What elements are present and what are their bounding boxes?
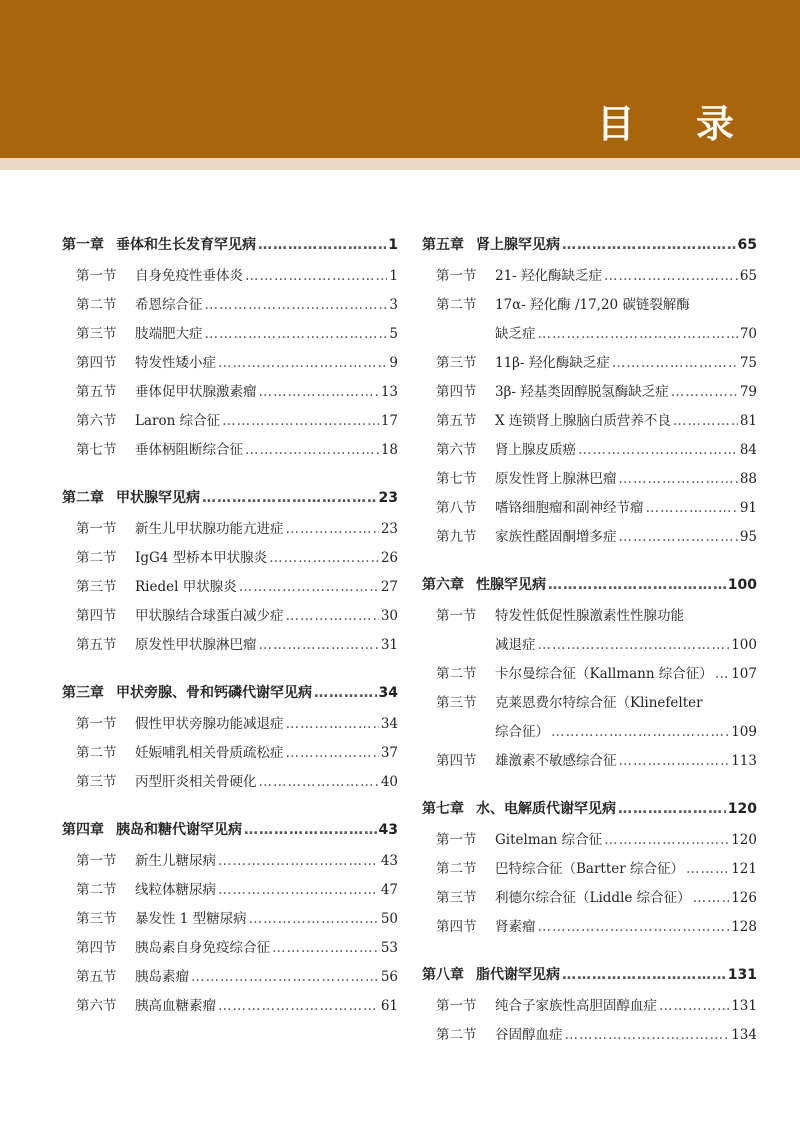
- chapter-title: 甲状旁腺、骨和钙磷代谢罕见病: [116, 685, 312, 701]
- chapter-number: 第二章: [62, 490, 104, 506]
- section-continuation-line: [422, 322, 757, 351]
- toc-section-entry[interactable]: [62, 741, 398, 770]
- section-first-line: [422, 293, 757, 322]
- dot-leader: [286, 745, 379, 761]
- section-number: 第八节: [436, 500, 477, 516]
- toc-chapter-entry[interactable]: [422, 234, 757, 264]
- section-title: 丙型肝炎相关骨硬化: [135, 774, 257, 790]
- page-number: 1: [388, 237, 398, 253]
- toc-chapter-entry[interactable]: [62, 819, 398, 849]
- dot-leader: [538, 326, 738, 342]
- page-number: 126: [731, 890, 757, 906]
- dot-leader: [314, 685, 377, 701]
- toc-section-entry[interactable]: [62, 438, 398, 467]
- dot-leader: [619, 529, 738, 545]
- section-title: 胰岛素瘤: [135, 969, 189, 985]
- toc-chapter-entry[interactable]: [422, 798, 757, 828]
- dot-leader: [562, 237, 736, 253]
- section-title: IgG4 型桥本甲状腺炎: [135, 550, 268, 566]
- dot-leader: [562, 967, 726, 983]
- page-number: 30: [380, 608, 398, 624]
- section-continuation-line: [422, 720, 757, 749]
- section-title: 纯合子家族性高胆固醇血症: [495, 998, 657, 1014]
- section-number: 第四节: [76, 940, 117, 956]
- chapter-title: 水、电解质代谢罕见病: [476, 801, 616, 817]
- dot-leader: [538, 919, 730, 935]
- chapter-title: 肾上腺罕见病: [476, 237, 560, 253]
- dot-leader: [604, 832, 729, 848]
- section-number: 第三节: [76, 326, 117, 342]
- toc-section-entry[interactable]: [62, 633, 398, 662]
- page-number: 56: [380, 969, 398, 985]
- toc-spacer: [62, 662, 398, 682]
- page-number: 100: [731, 637, 757, 653]
- dot-leader: [205, 326, 388, 342]
- toc-section-entry[interactable]: [422, 886, 757, 915]
- dot-leader: [218, 998, 379, 1014]
- toc-section-entry[interactable]: [62, 936, 398, 965]
- dot-leader: [269, 550, 379, 566]
- section-title: 原发性甲状腺淋巴瘤: [135, 637, 257, 653]
- dot-leader: [249, 911, 379, 927]
- toc-section-entry[interactable]: [422, 438, 757, 467]
- section-number: 第三节: [436, 695, 477, 711]
- page-number: 43: [380, 853, 398, 869]
- toc-section-entry[interactable]: [62, 517, 398, 546]
- section-title: 甲状腺结合球蛋白减少症: [135, 608, 284, 624]
- section-number: 第六节: [436, 442, 477, 458]
- section-title: 暴发性 1 型糖尿病: [135, 911, 247, 927]
- section-title: 巴特综合征（Bartter 综合征）: [495, 861, 685, 877]
- page-number: 1: [389, 268, 398, 284]
- section-title: Gitelman 综合征: [495, 832, 603, 848]
- section-number: 第五节: [76, 637, 117, 653]
- toc-section-entry[interactable]: [422, 351, 757, 380]
- toc-section-entry[interactable]: [62, 293, 398, 322]
- toc-section-entry[interactable]: [422, 857, 757, 886]
- page-number: 120: [727, 801, 757, 817]
- toc-section-entry[interactable]: [422, 915, 757, 944]
- section-number: 第四节: [436, 384, 477, 400]
- toc-section-entry[interactable]: [62, 849, 398, 878]
- dot-leader: [218, 853, 379, 869]
- section-title: 卡尔曼综合征（Kallmann 综合征）: [495, 666, 713, 682]
- toc-spacer: [422, 554, 757, 574]
- section-number: 第五节: [76, 384, 117, 400]
- section-number: 第一节: [436, 608, 477, 624]
- page-number: 17: [380, 413, 398, 429]
- toc-left-column: [62, 234, 398, 1023]
- section-title: 新生儿糖尿病: [135, 853, 216, 869]
- section-title-continued: 缺乏症: [495, 326, 536, 342]
- toc-section-entry[interactable]: [422, 467, 757, 496]
- section-title: 胰岛素自身免疫综合征: [135, 940, 270, 956]
- dot-leader: [686, 861, 729, 877]
- page-number: 23: [378, 490, 398, 506]
- chapter-title: 脂代谢罕见病: [476, 967, 560, 983]
- section-number: 第二节: [76, 882, 117, 898]
- page-number: 43: [378, 822, 398, 838]
- section-number: 第五节: [436, 413, 477, 429]
- toc-section-entry[interactable]: [62, 264, 398, 293]
- dot-leader: [578, 442, 738, 458]
- section-number: 第一节: [436, 832, 477, 848]
- toc-spacer: [62, 467, 398, 487]
- section-title-continued: 减退症: [495, 637, 536, 653]
- dot-leader: [619, 471, 738, 487]
- dot-leader: [693, 890, 730, 906]
- chapter-title: 甲状腺罕见病: [116, 490, 200, 506]
- page-number: 27: [380, 579, 398, 595]
- chapter-number: 第五章: [422, 237, 464, 253]
- page-number: 107: [731, 666, 757, 682]
- section-title: 垂体促甲状腺激素瘤: [135, 384, 257, 400]
- dot-leader: [671, 384, 738, 400]
- section-number: 第七节: [436, 471, 477, 487]
- dot-leader: [191, 969, 379, 985]
- section-number: 第六节: [76, 998, 117, 1014]
- toc-section-entry[interactable]: [422, 525, 757, 554]
- section-number: 第二节: [76, 745, 117, 761]
- page-number: 121: [731, 861, 757, 877]
- page-number: 37: [380, 745, 398, 761]
- dot-leader: [548, 577, 726, 593]
- section-number: 第三节: [76, 579, 117, 595]
- toc-section-entry[interactable]: [62, 994, 398, 1023]
- dot-leader: [245, 268, 387, 284]
- dot-leader: [239, 579, 379, 595]
- section-number: 第四节: [76, 355, 117, 371]
- section-title: 家族性醛固酮增多症: [495, 529, 617, 545]
- toc-section-entry[interactable]: [422, 496, 757, 525]
- page-number: 88: [739, 471, 757, 487]
- section-title: 线粒体糖尿病: [135, 882, 216, 898]
- chapter-number: 第六章: [422, 577, 464, 593]
- section-title: 克莱恩费尔特综合征（Klinefelter: [495, 695, 703, 711]
- section-title: 妊娠哺乳相关骨质疏松症: [135, 745, 284, 761]
- chapter-title: 胰岛和糖代谢罕见病: [116, 822, 242, 838]
- dot-leader: [604, 268, 738, 284]
- toc-section-entry[interactable]: [62, 878, 398, 907]
- section-title: 嗜铬细胞瘤和副神经节瘤: [495, 500, 644, 516]
- toc-section-entry[interactable]: [422, 380, 757, 409]
- dot-leader: [244, 822, 377, 838]
- section-title: 3β- 羟基类固醇脱氢酶缺乏症: [495, 384, 669, 400]
- section-title: 雄激素不敏感综合征: [495, 753, 617, 769]
- dot-leader: [286, 608, 379, 624]
- section-title: 利德尔综合征（Liddle 综合征）: [495, 890, 691, 906]
- section-title: 肢端肥大症: [135, 326, 203, 342]
- section-number: 第二节: [436, 1027, 477, 1043]
- section-number: 第一节: [76, 268, 117, 284]
- section-title: 21- 羟化酶缺乏症: [495, 268, 603, 284]
- section-title: 17α- 羟化酶 /17,20 碳链裂解酶: [495, 297, 690, 313]
- dot-leader: [222, 413, 379, 429]
- dot-leader: [646, 500, 738, 516]
- page-number: 113: [731, 753, 757, 769]
- toc-section-entry[interactable]: [422, 994, 757, 1023]
- toc-chapter-entry[interactable]: [422, 964, 757, 994]
- toc-section-entry[interactable]: [422, 1023, 757, 1052]
- chapter-title: 性腺罕见病: [476, 577, 546, 593]
- section-title: 肾上腺皮质癌: [495, 442, 576, 458]
- dot-leader: [258, 237, 386, 253]
- chapter-number: 第八章: [422, 967, 464, 983]
- page-number: 47: [380, 882, 398, 898]
- section-title: 新生儿甲状腺功能亢进症: [135, 521, 284, 537]
- page-number: 50: [380, 911, 398, 927]
- dot-leader: [659, 998, 729, 1014]
- section-title-continued: 综合征）: [495, 724, 549, 740]
- page-number: 84: [739, 442, 757, 458]
- page-number: 128: [731, 919, 757, 935]
- dot-leader: [565, 1027, 730, 1043]
- chapter-title: 垂体和生长发育罕见病: [116, 237, 256, 253]
- section-number: 第六节: [76, 413, 117, 429]
- page-number: 79: [739, 384, 757, 400]
- page-number: 109: [731, 724, 757, 740]
- toc-section-entry[interactable]: [422, 264, 757, 293]
- chapter-number: 第一章: [62, 237, 104, 253]
- section-title: Laron 综合征: [135, 413, 221, 429]
- section-number: 第三节: [76, 774, 117, 790]
- toc-section-entry[interactable]: [62, 409, 398, 438]
- section-title: 希恩综合征: [135, 297, 203, 313]
- header-stripe: [0, 158, 800, 170]
- section-title: 11β- 羟化酶缺乏症: [495, 355, 610, 371]
- toc-section-entry[interactable]: [422, 828, 757, 857]
- section-number: 第三节: [436, 890, 477, 906]
- section-title: X 连锁肾上腺脑白质营养不良: [495, 413, 671, 429]
- page-number: 120: [731, 832, 757, 848]
- section-number: 第五节: [76, 969, 117, 985]
- toc-section-entry[interactable]: [62, 712, 398, 741]
- section-title: 谷固醇血症: [495, 1027, 563, 1043]
- page-number: 34: [378, 685, 398, 701]
- page-number: 53: [380, 940, 398, 956]
- header-banner: [0, 0, 800, 158]
- page-number: 131: [731, 998, 757, 1014]
- toc-section-entry[interactable]: [62, 604, 398, 633]
- dot-leader: [218, 355, 387, 371]
- toc-section-entry[interactable]: [62, 965, 398, 994]
- section-number: 第二节: [76, 297, 117, 313]
- toc-section-entry[interactable]: [62, 770, 398, 799]
- section-first-line: [422, 604, 757, 633]
- section-number: 第一节: [76, 521, 117, 537]
- section-title: 特发性矮小症: [135, 355, 216, 371]
- page-number: 61: [380, 998, 398, 1014]
- toc-section-entry[interactable]: [62, 575, 398, 604]
- section-number: 第一节: [436, 998, 477, 1014]
- dot-leader: [245, 442, 379, 458]
- section-number: 第二节: [436, 666, 477, 682]
- section-continuation-line: [422, 633, 757, 662]
- section-number: 第二节: [436, 297, 477, 313]
- dot-leader: [619, 753, 730, 769]
- section-number: 第四节: [436, 919, 477, 935]
- section-number: 第四节: [436, 753, 477, 769]
- page-number: 23: [380, 521, 398, 537]
- dot-leader: [618, 801, 726, 817]
- section-title: 自身免疫性垂体炎: [135, 268, 243, 284]
- dot-leader: [259, 384, 379, 400]
- page-number: 131: [727, 967, 757, 983]
- page-number: 18: [380, 442, 398, 458]
- section-number: 第一节: [76, 716, 117, 732]
- page-title: 目 录: [596, 101, 758, 146]
- dot-leader: [218, 882, 379, 898]
- section-number: 第一节: [76, 853, 117, 869]
- dot-leader: [538, 637, 730, 653]
- toc-section-entry[interactable]: [62, 351, 398, 380]
- section-number: 第二节: [76, 550, 117, 566]
- section-title: 特发性低促性腺激素性性腺功能: [495, 608, 684, 624]
- toc-section-entry[interactable]: [422, 662, 757, 691]
- dot-leader: [259, 637, 379, 653]
- toc-section-entry[interactable]: [422, 691, 757, 749]
- toc-section-entry[interactable]: [422, 749, 757, 778]
- section-title: 胰高血糖素瘤: [135, 998, 216, 1014]
- page-number: 75: [739, 355, 757, 371]
- page-number: 70: [739, 326, 757, 342]
- dot-leader: [612, 355, 738, 371]
- dot-leader: [205, 297, 388, 313]
- toc-chapter-entry[interactable]: [62, 487, 398, 517]
- page-number: 65: [737, 237, 757, 253]
- chapter-number: 第四章: [62, 822, 104, 838]
- dot-leader: [259, 774, 379, 790]
- section-number: 第三节: [76, 911, 117, 927]
- toc-right-column: [422, 234, 757, 1052]
- section-number: 第四节: [76, 608, 117, 624]
- section-title: 垂体柄阻断综合征: [135, 442, 243, 458]
- page-number: 13: [380, 384, 398, 400]
- section-number: 第一节: [436, 268, 477, 284]
- section-title: Riedel 甲状腺炎: [135, 579, 237, 595]
- section-first-line: [422, 691, 757, 720]
- section-title: 原发性肾上腺淋巴瘤: [495, 471, 617, 487]
- section-title: 假性甲状旁腺功能减退症: [135, 716, 284, 732]
- dot-leader: [286, 521, 379, 537]
- chapter-number: 第三章: [62, 685, 104, 701]
- section-number: 第二节: [436, 861, 477, 877]
- page-number: 31: [380, 637, 398, 653]
- toc-chapter-entry[interactable]: [62, 682, 398, 712]
- page-number: 9: [389, 355, 398, 371]
- toc-chapter-entry[interactable]: [62, 234, 398, 264]
- toc-section-entry[interactable]: [422, 409, 757, 438]
- dot-leader: [272, 940, 379, 956]
- page-number: 134: [731, 1027, 757, 1043]
- page-number: 95: [739, 529, 757, 545]
- toc-section-entry[interactable]: [62, 380, 398, 409]
- toc-spacer: [422, 778, 757, 798]
- toc-section-entry[interactable]: [62, 322, 398, 351]
- dot-leader: [202, 490, 377, 506]
- dot-leader: [286, 716, 379, 732]
- page-number: 100: [727, 577, 757, 593]
- page-number: 40: [380, 774, 398, 790]
- toc-spacer: [62, 799, 398, 819]
- dot-leader: [715, 666, 729, 682]
- page-number: 65: [739, 268, 757, 284]
- page-number: 34: [380, 716, 398, 732]
- page-number: 5: [389, 326, 398, 342]
- toc-spacer: [422, 944, 757, 964]
- toc-section-entry[interactable]: [62, 907, 398, 936]
- chapter-number: 第七章: [422, 801, 464, 817]
- toc-section-entry[interactable]: [422, 293, 757, 351]
- section-title: 肾素瘤: [495, 919, 536, 935]
- page-number: 26: [380, 550, 398, 566]
- section-number: 第九节: [436, 529, 477, 545]
- page-number: 81: [739, 413, 757, 429]
- dot-leader: [673, 413, 738, 429]
- dot-leader: [551, 724, 729, 740]
- page-number: 91: [739, 500, 757, 516]
- section-number: 第三节: [436, 355, 477, 371]
- toc-chapter-entry[interactable]: [422, 574, 757, 604]
- toc-section-entry[interactable]: [62, 546, 398, 575]
- section-number: 第七节: [76, 442, 117, 458]
- toc-section-entry[interactable]: [422, 604, 757, 662]
- page-number: 3: [389, 297, 398, 313]
